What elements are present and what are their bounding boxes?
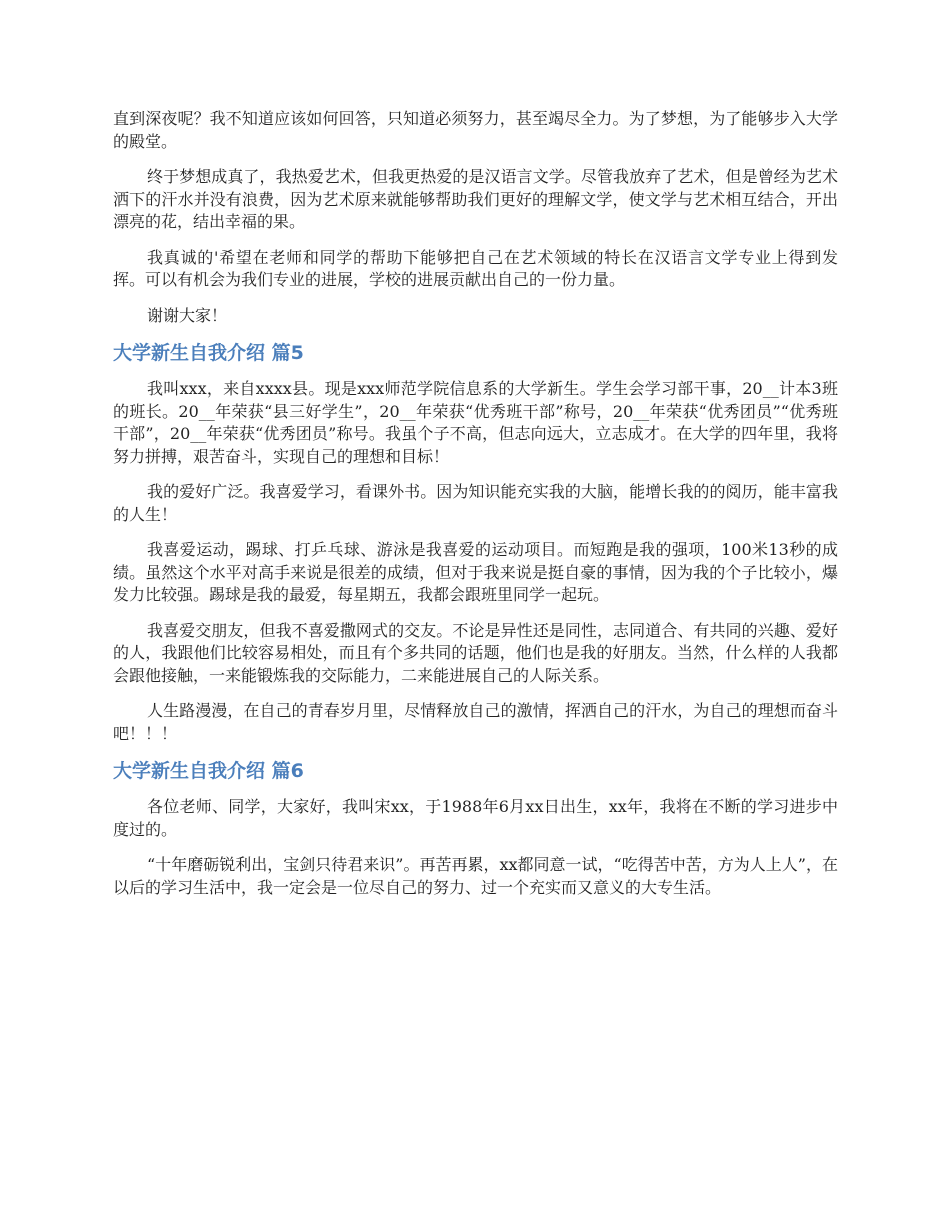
paragraph: 人生路漫漫，在自己的青春岁月里，尽情释放自己的激情，挥洒自己的汗水，为自己的理想而奋斗吧！！！	[113, 701, 838, 743]
paragraph: 直到深夜呢？我不知道应该如何回答，只知道必须努力，甚至竭尽全力。为了梦想，为了能够步入大学的殿堂。	[113, 109, 838, 151]
paragraph: 我叫xxx，来自xxxx县。现是xxx师范学院信息系的大学新生。学生会学习部干事，20__计本3班的班长。20__年荣获“县三好学生”，20__年荣获“优秀班干部”称号，20__年荣获“优秀团员”“优秀班干部”，20__年荣获“优秀团员”称号。我虽个子不高，但志向远大，立志成才。在大学的四年里，我将努力拼搏，艰苦奋斗，实现自己的理想和目标！	[113, 379, 838, 466]
document-page	[113, 108, 838, 912]
paragraph: 我喜爱运动，踢球、打乒乓球、游泳是我喜爱的运动项目。而短跑是我的强项，100米13秒的成绩。虽然这个水平对高手来说是很差的成绩，但对于我来说是挺自豪的事情，因为我的个子比较小，爆发力比较强。踢球是我的最爱，每星期五，我都会跟班里同学一起玩。	[113, 540, 838, 604]
paragraph: 我喜爱交朋友，但我不喜爱撒网式的交友。不论是异性还是同性，志同道合、有共同的兴趣、爱好的人，我跟他们比较容易相处，而且有个多共同的话题，他们也是我的好朋友。当然，什么样的人我都会跟他接触，一来能锻炼我的交际能力，二来能进展自己的人际关系。	[113, 620, 838, 685]
paragraph: 我真诚的'希望在老师和同学的帮助下能够把自己在艺术领域的特长在汉语言文学专业上得到发挥。可以有机会为我们专业的进展，学校的进展贡献出自己的一份力量。	[113, 247, 838, 289]
section-heading-5: 大学新生自我介绍 篇5	[113, 342, 304, 364]
paragraph: “十年磨砺锐利出，宝剑只待君来识”。再苦再累，xx都同意一试，“吃得苦中苦，方为人上人”，在以后的学习生活中，我一定会是一位尽自己的努力、过一个充实而又意义的大专生活。	[113, 855, 838, 897]
paragraph: 我的爱好广泛。我喜爱学习，看课外书。因为知识能充实我的大脑，能增长我的的阅历，能丰富我的人生！	[113, 482, 838, 524]
paragraph: 终于梦想成真了，我热爱艺术，但我更热爱的是汉语言文学。尽管我放弃了艺术，但是曾经为艺术洒下的汗水并没有浪费，因为艺术原来就能够帮助我们更好的理解文学，使文学与艺术相互结合，开出漂亮的花，结出幸福的果。	[113, 167, 838, 231]
section-heading-6: 大学新生自我介绍 篇6	[113, 760, 304, 782]
paragraph: 谢谢大家！	[147, 305, 228, 325]
paragraph: 各位老师、同学，大家好，我叫宋xx，于1988年6月xx日出生，xx年，我将在不断的学习进步中度过的。	[113, 797, 838, 839]
